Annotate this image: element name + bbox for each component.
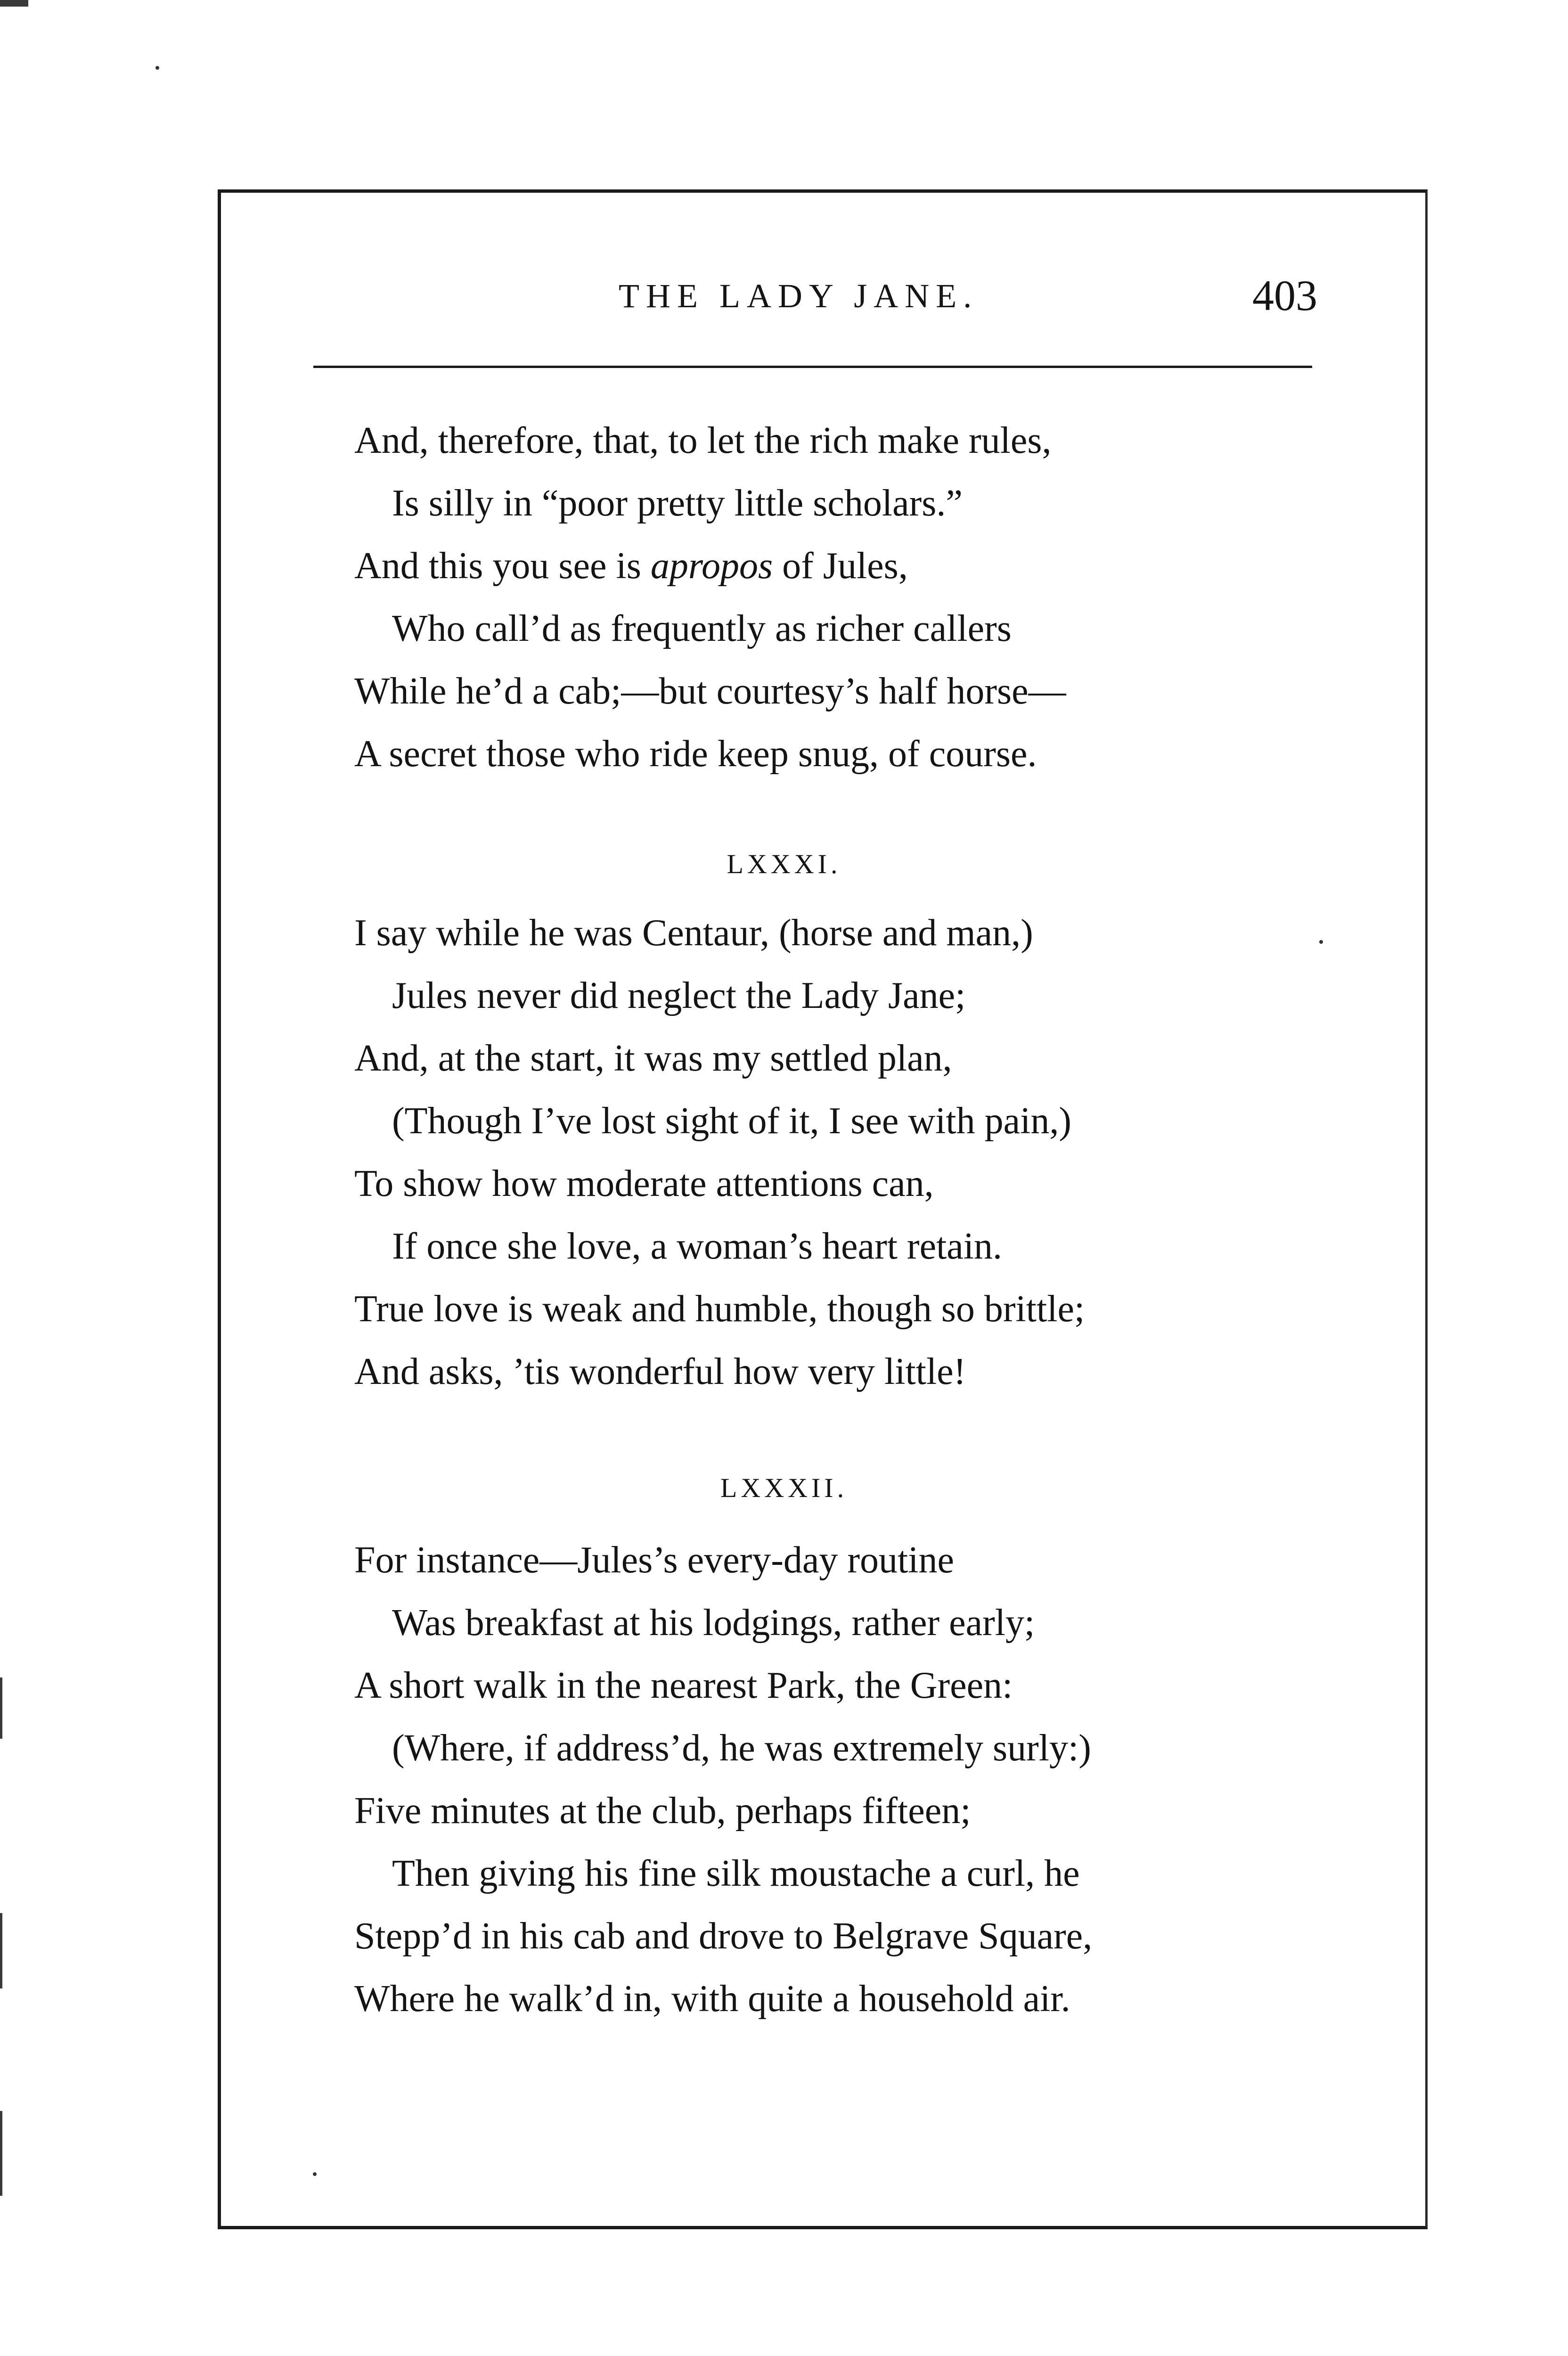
verse-line: True love is weak and humble, though so brittle; <box>354 1288 1085 1330</box>
scan-edge-mark <box>0 0 28 7</box>
running-title: THE LADY JANE. <box>619 277 979 315</box>
print-speck <box>1319 940 1323 944</box>
verse-line: A secret those who ride keep snug, of course. <box>354 733 1037 775</box>
stanza-numeral: LXXXII. <box>720 1472 848 1503</box>
verse-line: Is silly in “poor pretty little scholars.” <box>392 483 963 524</box>
verse-line: Who call’d as frequently as richer callers <box>392 608 1012 649</box>
verse-line: While he’d a cab;—but courtesy’s half horse— <box>354 671 1066 712</box>
verse-line: For instance—Jules’s every-day routine <box>354 1539 955 1581</box>
print-speck <box>313 2172 317 2176</box>
scan-edge-mark <box>0 2111 2 2196</box>
print-speck <box>155 66 159 70</box>
verse-line: And, therefore, that, to let the rich make rules, <box>354 420 1052 461</box>
stanza-numeral: LXXXI. <box>727 849 841 879</box>
scan-edge-mark <box>0 1677 2 1739</box>
verse-line: A short walk in the nearest Park, the Green: <box>354 1665 1013 1706</box>
verse-line: Jules never did neglect the Lady Jane; <box>392 975 966 1016</box>
verse-line: Was breakfast at his lodgings, rather early; <box>392 1602 1035 1644</box>
header-rule <box>313 366 1312 368</box>
running-header <box>0 270 1568 326</box>
verse-line: And this you see is apropos of Jules, <box>354 545 908 587</box>
verse-line: And asks, ’tis wonderful how very little! <box>354 1351 966 1392</box>
verse-line: Where he walk’d in, with quite a household air. <box>354 1978 1070 2020</box>
verse-line: To show how moderate attentions can, <box>354 1163 934 1204</box>
verse-line: If once she love, a woman’s heart retain. <box>392 1226 1003 1267</box>
verse-line: Then giving his fine silk moustache a curl, he <box>392 1853 1080 1894</box>
verse-line: Five minutes at the club, perhaps fifteen; <box>354 1790 971 1832</box>
verse-line: (Where, if address’d, he was extremely surly:) <box>392 1727 1091 1769</box>
scan-edge-mark <box>0 1913 2 1988</box>
verse-line: (Though I’ve lost sight of it, I see with pain,) <box>392 1100 1071 1142</box>
italic-word: apropos <box>650 545 773 587</box>
verse-line: Stepp’d in his cab and drove to Belgrave Square, <box>354 1915 1093 1957</box>
verse-line: And, at the start, it was my settled plan, <box>354 1038 952 1079</box>
page-number: 403 <box>1252 271 1317 319</box>
verse-line: I say while he was Centaur, (horse and man,) <box>354 912 1033 954</box>
